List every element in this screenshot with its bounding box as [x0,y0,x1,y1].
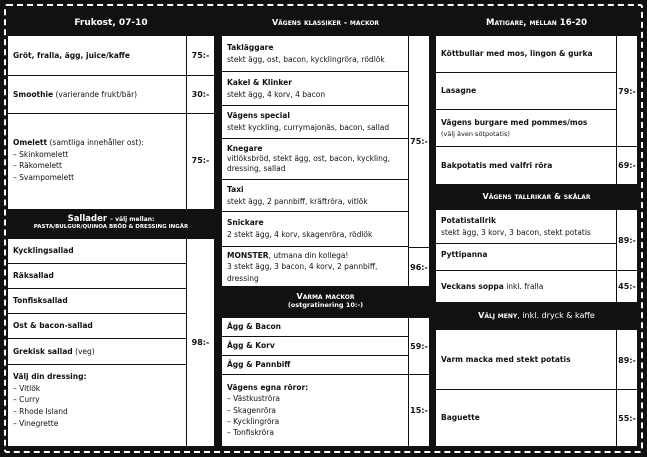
item-desc: stekt kyckling, currymajonäs, bacon, sallad [227,123,390,132]
menu-item [222,139,408,180]
section-title: Vägens tallrikar & skålar [436,186,637,208]
item-name: Vägens burgare med pommes/mos [441,118,588,128]
mains-section [436,36,637,184]
item-name: Kakel & Klinker [227,77,292,87]
item-price: 89:- [618,236,636,245]
section-subtitle: (ostgratinering 10:-) [287,301,364,309]
item-price: 55:- [618,413,636,423]
list-item: – Tonfiskröra [227,428,274,437]
spreads-title: Vägens egna röror: [227,383,309,392]
list-item: – Skagenröra [227,405,277,415]
warm-section [222,318,429,446]
list-item: – Västkuströra [227,394,281,404]
section-note: – välj mellan: [110,216,155,223]
menu-item [436,390,616,446]
item-desc: inkl. fralla [506,281,544,291]
item-name: Taxi [227,184,244,194]
breakfast-section [8,36,214,209]
item-name: Omelett [13,138,48,147]
item-tagline: , utmana din kollega! [268,250,349,260]
list-item: – Vitlök [13,383,41,393]
item-name: Ägg & Korv [227,341,275,351]
item-desc: 3 stekt ägg, 3 bacon, 4 korv, 2 pannbiff, dressing [227,262,378,283]
item-name: Varm macka med stekt potatis [441,354,571,364]
item-desc: (samtliga innehåller ost): [49,138,144,147]
menu-item [222,106,408,139]
item-name: Vägens special [227,111,290,121]
menu-item [8,239,186,264]
item-price: 75:- [191,50,210,60]
item-desc: (välj även sötpotatis) [441,129,510,138]
menu-item [436,330,637,390]
item-name: Baguette [441,413,480,423]
item-desc: 2 stekt ägg, 4 korv, skagenröra, rödlök [227,230,373,239]
item-name: Grekisk sallad [13,346,73,356]
item-desc: (veg) [75,346,95,356]
warm-header [222,288,429,316]
item-name: Ost & bacon-sallad [13,321,93,331]
item-name: Ägg & Pannbiff [227,360,291,370]
section-title: Frukost, 07-10 [8,12,214,34]
item-name: Pyttipanna [441,250,488,259]
menu-item [436,147,616,184]
salads-header [8,211,214,237]
menu-item [222,72,408,106]
menu-item [8,264,186,289]
section-title: Sallader [67,214,108,224]
item-price: 79:- [618,87,636,96]
choose-section [436,330,637,446]
item-name: Räksallad [13,271,54,281]
item-name: Bakpotatis med valfri röra [441,160,553,170]
menu-item [8,289,186,314]
item-name: Potatistallrik [441,215,496,225]
item-price: 96:- [410,262,428,272]
item-price: 75:- [410,137,428,146]
list-item: – Svampomelett [13,172,75,182]
section-title: Vägens klassiker - mackor [222,12,429,34]
item-price: 75:- [191,156,210,166]
item-price: 15:- [410,406,428,415]
item-name: Snickare [227,218,264,228]
item-name: Veckans soppa [441,281,504,291]
item-name: Köttbullar med mos, lingon & gurka [441,49,593,59]
item-price: 98:- [191,338,210,347]
item-price: 89:- [618,355,636,365]
list-item: – Kycklingröra [227,416,280,426]
list-item: – Räkomelett [13,161,62,171]
item-desc: (varierande frukt/bär) [55,89,138,99]
list-item: – Rhode Island [13,406,68,416]
classics-section [222,36,429,286]
item-price: 45:- [618,282,636,291]
section-subtitle: PASTA/BULGUR/QUINOA BRÖD & DRESSING INGÅR [33,224,189,230]
list-item: – Skinkomelett [13,149,69,159]
menu-item [8,114,214,209]
item-name: MONSTER [227,250,269,260]
menu-item [222,248,408,286]
choose-header [436,304,637,328]
item-desc: stekt ägg, 2 pannbiff, kräftröra, vitlök [227,196,368,206]
menu-item [222,212,408,247]
dressing-title: Välj din dressing: [13,372,87,381]
item-desc: vitlöksbröd, stekt ägg, ost, bacon, kyckling, dressing, sallad [227,153,391,174]
item-name: Knegare [227,143,263,153]
item-name: Tonfisksallad [13,296,68,306]
item-desc: stekt ägg, ost, bacon, kycklingröra, rödlök [227,54,385,64]
menu-item [222,337,408,356]
section-title: Välj meny [478,311,518,320]
section-title: Matigare, mellan 16-20 [436,12,637,34]
item-price: 59:- [410,342,428,351]
dressing-list [8,365,186,446]
item-name: Gröt, fralla, ägg, juice/kaffe [13,50,130,60]
item-price: 69:- [618,161,636,170]
menu-item [436,110,637,147]
menu-item [436,73,616,110]
section-note: , inkl. dryck & kaffe [517,311,595,320]
menu-item [436,271,616,302]
menu-item [436,210,616,244]
item-name: Kycklingsallad [13,246,74,256]
menu-item [8,76,214,114]
menu-item [222,356,429,375]
item-name: Takläggare [227,42,274,52]
list-item: – Curry [13,395,40,405]
menu-item [436,36,616,73]
menu-item [8,36,214,76]
list-item: – Vinegrette [13,418,59,428]
plates-section [436,210,637,302]
item-desc: stekt ägg, 3 korv, 3 bacon, stekt potatis [441,227,591,237]
item-name: Smoothie [13,89,54,99]
item-name: Ägg & Bacon [227,322,282,332]
item-desc: stekt ägg, 4 korv, 4 bacon [227,89,326,99]
salads-section [8,239,214,446]
item-price: 30:- [191,89,210,99]
menu-item [222,36,408,72]
menu-item [222,318,408,337]
menu-item [222,180,408,212]
item-name: Lasagne [441,86,477,96]
section-title: Varma mackor [296,292,355,301]
menu-item [8,314,186,339]
menu-item [436,244,637,271]
spreads-list [222,375,408,446]
menu-item [8,339,186,365]
